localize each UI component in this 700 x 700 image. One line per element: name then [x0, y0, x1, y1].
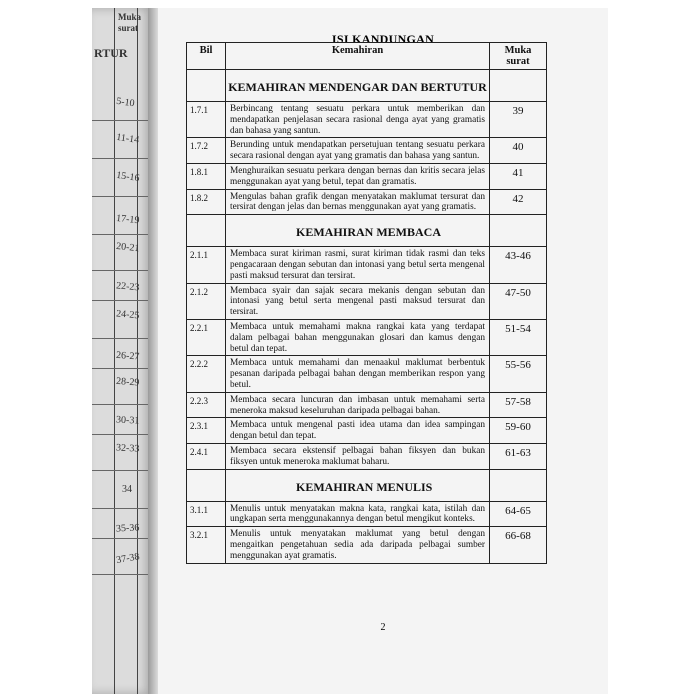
- left-page-ref: 5-10: [115, 95, 136, 110]
- left-page-ref: 20-21: [115, 240, 140, 255]
- skill-code: 2.4.1: [187, 443, 226, 469]
- table-row: [187, 392, 547, 418]
- contents-table: [186, 42, 547, 564]
- column-header-page: Muka surat: [490, 43, 547, 70]
- skill-code: 3.1.1: [187, 501, 226, 527]
- left-page-ref: 32-33: [115, 442, 140, 455]
- skill-code: 2.3.1: [187, 418, 226, 444]
- section-row: [187, 469, 547, 501]
- page-ref: 51-54: [490, 319, 547, 355]
- skill-description: Membaca untuk mengenal pasti idea utama dan idea sampingan dengan betul dan tepat.: [226, 418, 490, 444]
- skill-description: Membaca untuk memahami makna rangkai kata yang terdapat dalam pelbagai bahan menggunakan glosari dan kamus dengan betul dan tepat.: [226, 319, 490, 355]
- left-page-ref: 22-23: [115, 280, 140, 294]
- table-header-row: [187, 43, 547, 70]
- skill-code: 1.7.2: [187, 138, 226, 164]
- table-row: [187, 501, 547, 527]
- skill-description: Berbincang tentang sesuatu perkara untuk memberikan dan mendapatkan penjelasan secara rasional denga ayat yang gramatis dan bahasa yang santun.: [226, 102, 490, 138]
- table-row: [187, 356, 547, 392]
- skill-code: 2.2.2: [187, 356, 226, 392]
- section-row: [187, 70, 547, 102]
- left-page-ref: 17-19: [115, 212, 140, 227]
- left-page-ref: 11-14: [115, 131, 140, 146]
- table-row: [187, 163, 547, 189]
- page-ref: 41: [490, 163, 547, 189]
- skill-code: 1.8.2: [187, 189, 226, 215]
- section-row: [187, 215, 547, 247]
- skill-code: 1.8.1: [187, 163, 226, 189]
- page-ref: 55-56: [490, 356, 547, 392]
- left-page-ref: 35-36: [115, 522, 140, 535]
- table-row: [187, 189, 547, 215]
- table-row: [187, 443, 547, 469]
- left-page-ref: 24-25: [115, 308, 140, 322]
- left-page-ref: 34: [122, 484, 132, 495]
- page-title: ISI KANDUNGAN: [331, 32, 435, 46]
- column-header-skill: Kemahiran: [226, 43, 490, 70]
- table-row: [187, 319, 547, 355]
- skill-description: Berunding untuk mendapatkan persetujuan tentang sesuatu perkara secara rasional dengan ayat yang gramatis dan bahasa yang santun.: [226, 138, 490, 164]
- page-ref: 57-58: [490, 392, 547, 418]
- skill-description: Membaca secara ekstensif pelbagai bahan fiksyen dan bukan fiksyen untuk meneroka maklumat baharu.: [226, 443, 490, 469]
- page-ref: 40: [490, 138, 547, 164]
- skill-code: 2.1.1: [187, 247, 226, 283]
- skill-code: 2.1.2: [187, 283, 226, 319]
- page-ref: 59-60: [490, 418, 547, 444]
- skill-description: Membaca syair dan sajak secara mekanis dengan sebutan dan intonasi yang betul serta mengenal pasti maksud tersurat dan tersirat.: [226, 283, 490, 319]
- skill-description: Membaca secara luncuran dan imbasan untuk memahami serta meneroka maksud keseluruhan daripada pelbagai bahan.: [226, 392, 490, 418]
- page-ref: 42: [490, 189, 547, 215]
- table-row: [187, 283, 547, 319]
- table-row: [187, 527, 547, 563]
- left-page-fragment: [92, 8, 152, 694]
- table-row: [187, 418, 547, 444]
- section-heading: KEMAHIRAN MENULIS: [226, 469, 490, 501]
- page-ref: 61-63: [490, 443, 547, 469]
- skill-description: Membaca untuk memahami dan menaakul maklumat berbentuk pesanan daripada pelbagai bahan dengan memberikan respon yang betul.: [226, 356, 490, 392]
- skill-description: Menulis untuk menyatakan maklumat yang betul dengan mengaitkan pengetahuan sedia ada daripada pelbagai sumber menggunakan ayat gramatis.: [226, 527, 490, 563]
- left-page-ref: 28-29: [115, 375, 140, 389]
- page-number: 2: [380, 622, 386, 633]
- skill-description: Mengulas bahan grafik dengan menyatakan maklumat tersurat dan tersirat dengan jelas dan bernas menggunakan ayat yang gramatis.: [226, 189, 490, 215]
- left-page-ref: 26-27: [115, 349, 140, 363]
- page-ref: 64-65: [490, 501, 547, 527]
- left-page-header: Muka surat: [118, 12, 142, 33]
- page-ref: 47-50: [490, 283, 547, 319]
- column-header-bil: Bil: [187, 43, 226, 70]
- skill-description: Menulis untuk menyatakan makna kata, rangkai kata, istilah dan ungkapan serta menggunakannya dengan betul mengikut konteks.: [226, 501, 490, 527]
- left-page-heading: RTUR: [94, 46, 128, 60]
- skill-code: 3.2.1: [187, 527, 226, 563]
- table-row: [187, 138, 547, 164]
- skill-code: 2.2.1: [187, 319, 226, 355]
- skill-description: Membaca surat kiriman rasmi, surat kiriman tidak rasmi dan teks pengacaraan dengan sebutan dan intonasi yang betul serta mengenal pasti maksud tersurat dan tersirat.: [226, 247, 490, 283]
- skill-code: 1.7.1: [187, 102, 226, 138]
- page-ref: 66-68: [490, 527, 547, 563]
- skill-description: Menghuraikan sesuatu perkara dengan bernas dan kritis secara jelas menggunakan ayat yang betul, tepat dan gramatis.: [226, 163, 490, 189]
- skill-code: 2.2.3: [187, 392, 226, 418]
- table-row: [187, 102, 547, 138]
- left-page-ref: 30-31: [115, 414, 140, 427]
- section-heading: KEMAHIRAN MEMBACA: [226, 215, 490, 247]
- left-page-ref: 37-38: [115, 551, 141, 567]
- page-ref: 39: [490, 102, 547, 138]
- section-heading: KEMAHIRAN MENDENGAR DAN BERTUTUR: [226, 70, 490, 102]
- left-page-ref: 15-16: [115, 169, 141, 185]
- page-ref: 43-46: [490, 247, 547, 283]
- table-row: [187, 247, 547, 283]
